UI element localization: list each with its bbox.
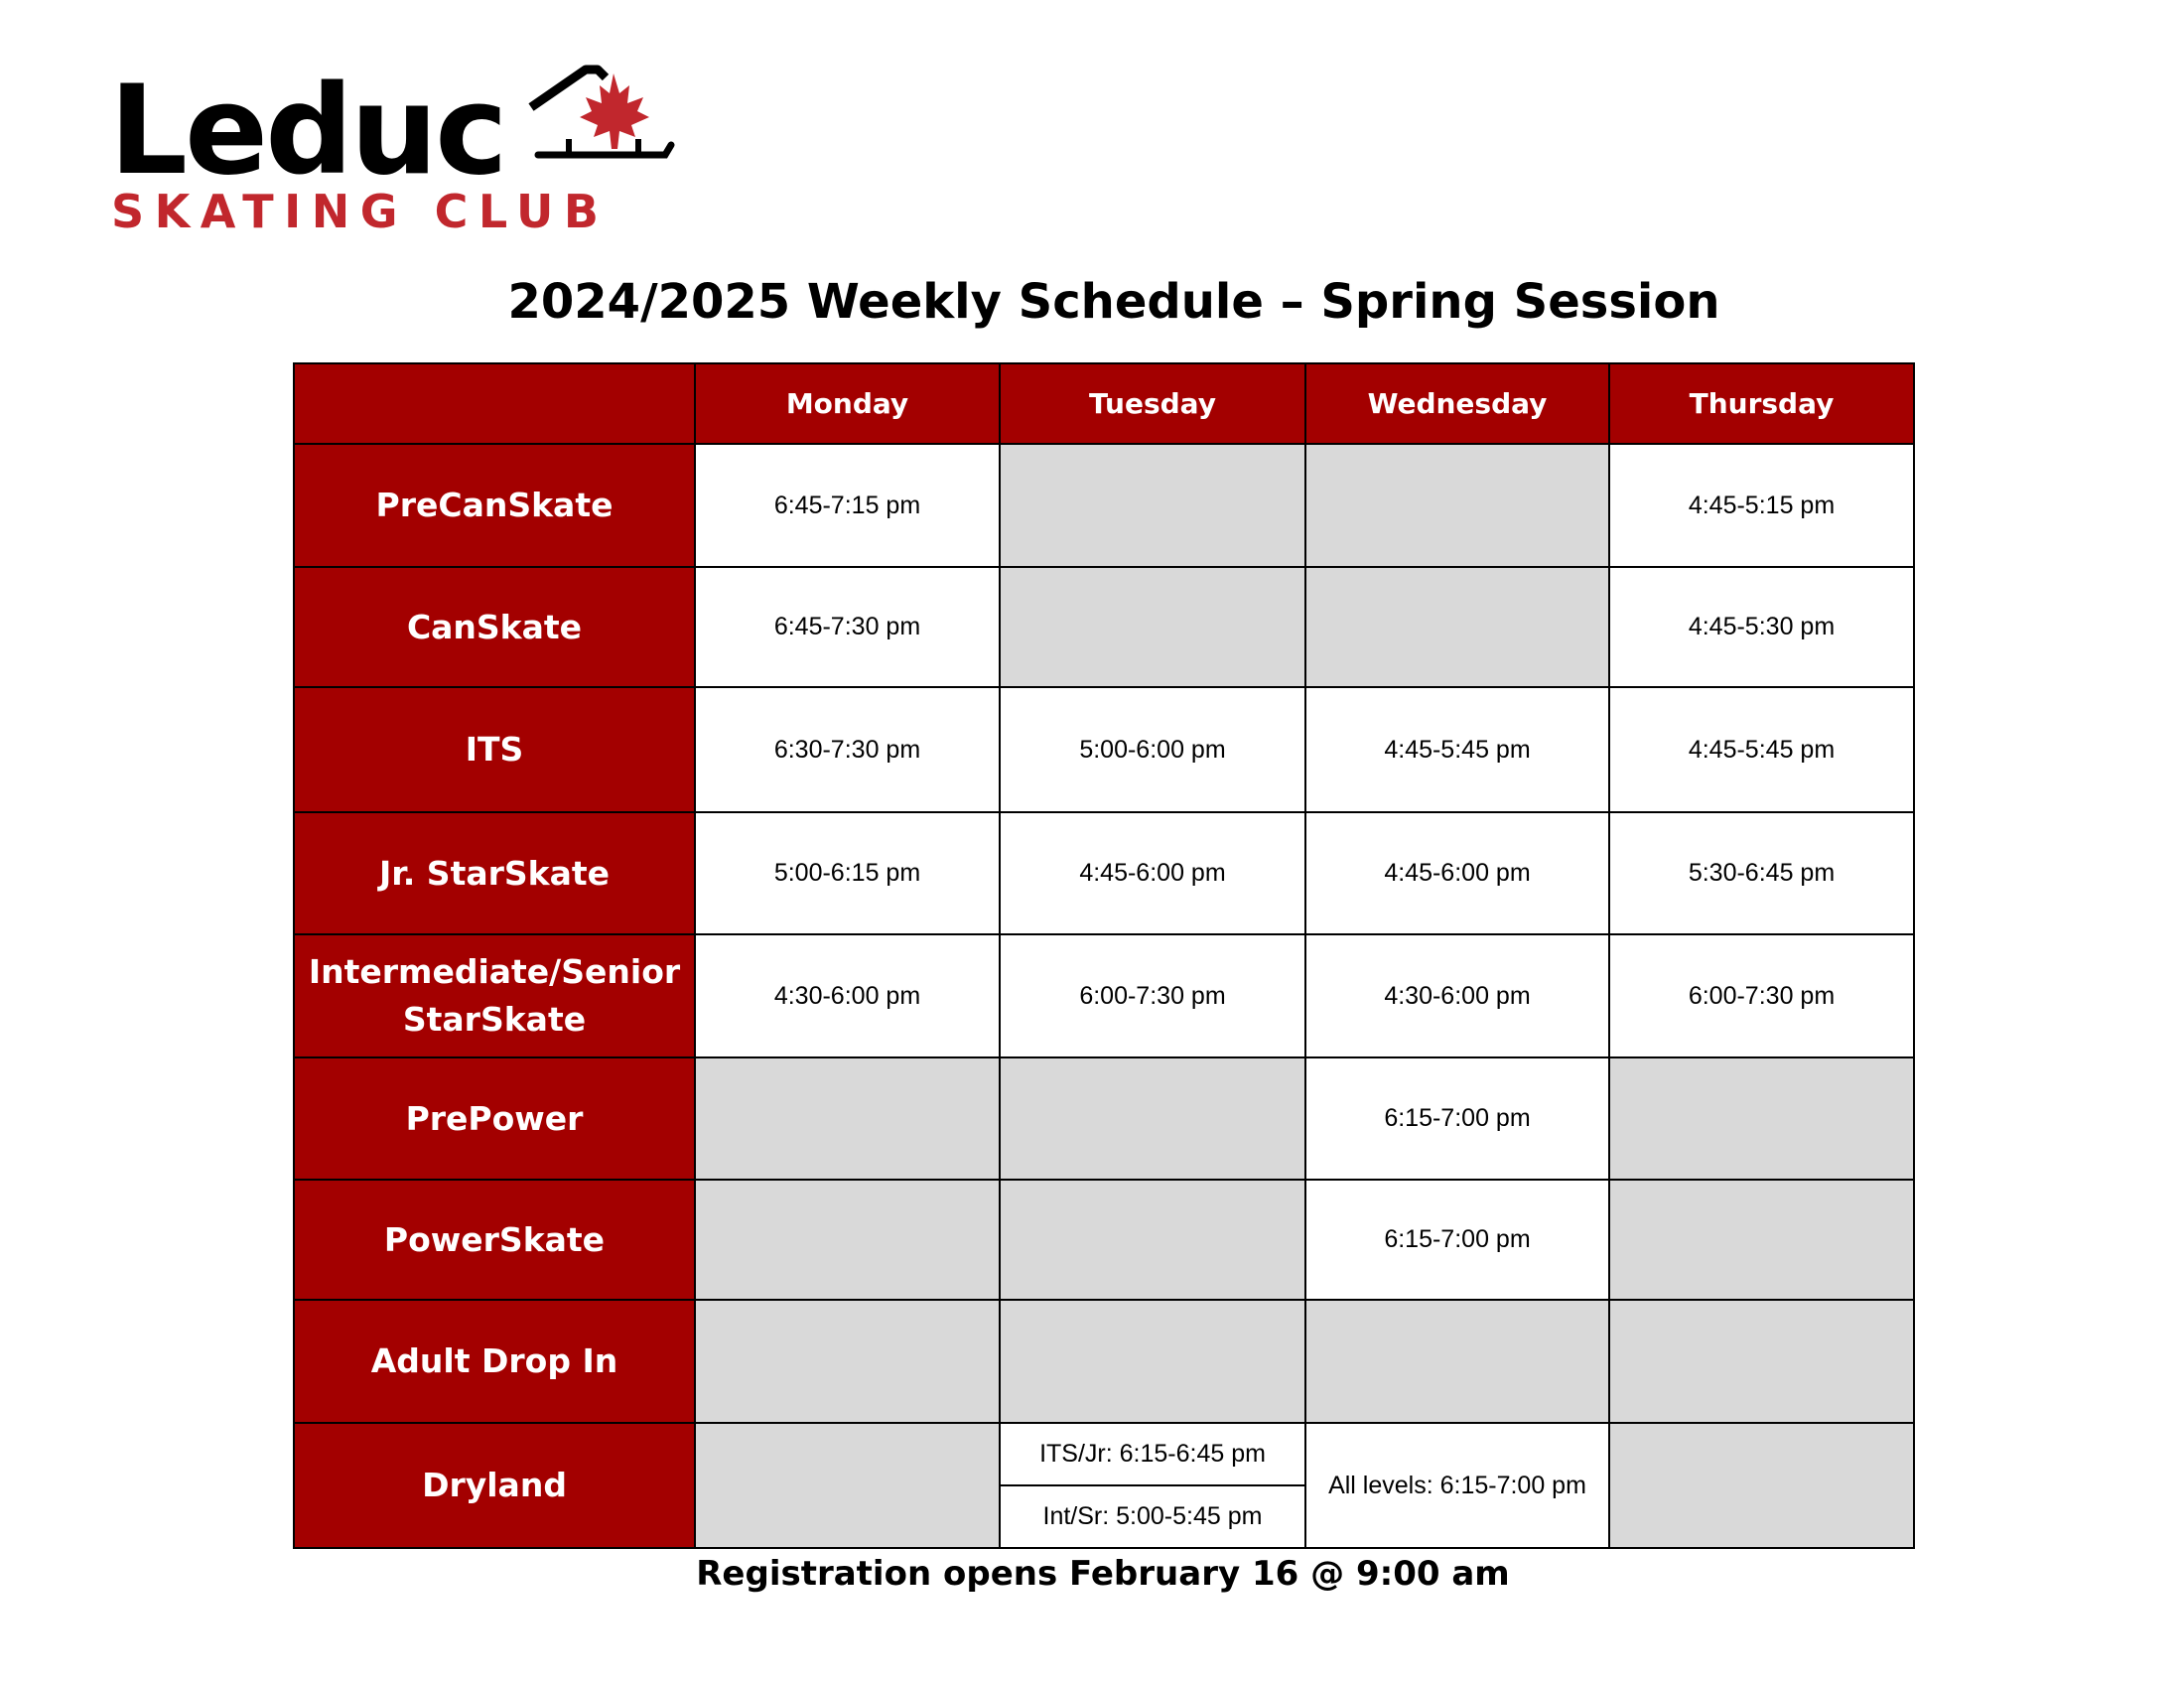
time-cell: 5:00-6:00 pm <box>1000 687 1305 812</box>
empty-cell <box>1609 1057 1914 1180</box>
program-label-line1: Intermediate/Senior <box>308 952 681 991</box>
empty-cell <box>1609 1423 1914 1548</box>
time-cell: 6:45-7:15 pm <box>695 444 1000 567</box>
time-cell: 6:15-7:00 pm <box>1305 1057 1609 1180</box>
time-cell-top: ITS/Jr: 6:15-6:45 pm <box>1001 1424 1304 1486</box>
table-row <box>294 1423 1914 1548</box>
table-row <box>294 934 1914 1057</box>
split-time-cell <box>1000 1423 1305 1548</box>
empty-cell <box>1000 1180 1305 1300</box>
corner-cell <box>294 363 695 444</box>
time-cell: 4:45-6:00 pm <box>1305 812 1609 934</box>
time-cell: 4:30-6:00 pm <box>1305 934 1609 1057</box>
logo-subtitle: SKATING CLUB <box>111 185 610 238</box>
program-label: PrePower <box>294 1057 695 1180</box>
program-label: Adult Drop In <box>294 1300 695 1423</box>
empty-cell <box>695 1057 1000 1180</box>
empty-cell <box>1305 444 1609 567</box>
empty-cell <box>1000 1057 1305 1180</box>
logo-wordmark: Leduc <box>109 60 505 203</box>
empty-cell <box>1000 1300 1305 1423</box>
empty-cell <box>1609 1300 1914 1423</box>
time-cell: 4:45-5:45 pm <box>1609 687 1914 812</box>
program-label: PreCanSkate <box>294 444 695 567</box>
table-row <box>294 1300 1914 1423</box>
time-cell: 5:30-6:45 pm <box>1609 812 1914 934</box>
empty-cell <box>1305 567 1609 687</box>
time-cell: 4:45-5:45 pm <box>1305 687 1609 812</box>
time-cell-bottom: Int/Sr: 5:00-5:45 pm <box>1042 1502 1263 1530</box>
time-cell: 4:45-5:15 pm <box>1609 444 1914 567</box>
time-cell: 6:00-7:30 pm <box>1609 934 1914 1057</box>
empty-cell <box>1609 1180 1914 1300</box>
time-cell: 4:30-6:00 pm <box>695 934 1000 1057</box>
day-header-wednesday: Wednesday <box>1305 363 1609 444</box>
table-row <box>294 1057 1914 1180</box>
time-cell: 4:45-6:00 pm <box>1000 812 1305 934</box>
maple-leaf-skate-icon <box>526 60 675 179</box>
page-title: 2024/2025 Weekly Schedule – Spring Session <box>507 274 1720 330</box>
time-cell: 4:45-5:30 pm <box>1609 567 1914 687</box>
program-label: CanSkate <box>294 567 695 687</box>
program-label <box>294 934 695 1057</box>
empty-cell <box>1000 567 1305 687</box>
table-row <box>294 812 1914 934</box>
time-cell: 6:00-7:30 pm <box>1000 934 1305 1057</box>
empty-cell <box>695 1300 1000 1423</box>
empty-cell <box>1000 444 1305 567</box>
time-cell: 5:00-6:15 pm <box>695 812 1000 934</box>
day-header-monday: Monday <box>695 363 1000 444</box>
time-cell: 6:45-7:30 pm <box>695 567 1000 687</box>
day-header-tuesday: Tuesday <box>1000 363 1305 444</box>
program-label: PowerSkate <box>294 1180 695 1300</box>
time-cell: All levels: 6:15-7:00 pm <box>1305 1423 1609 1548</box>
schedule-table <box>293 362 1915 1549</box>
table-row <box>294 444 1914 567</box>
program-label: ITS <box>294 687 695 812</box>
club-logo <box>109 60 665 238</box>
table-row <box>294 567 1914 687</box>
registration-note: Registration opens February 16 @ 9:00 am <box>696 1554 1510 1594</box>
empty-cell <box>1305 1300 1609 1423</box>
time-cell: 6:15-7:00 pm <box>1305 1180 1609 1300</box>
time-cell: 6:30-7:30 pm <box>695 687 1000 812</box>
program-label-line2: StarSkate <box>402 1000 587 1039</box>
program-label: Dryland <box>294 1423 695 1548</box>
day-header-thursday: Thursday <box>1609 363 1914 444</box>
empty-cell <box>695 1423 1000 1548</box>
table-row <box>294 687 1914 812</box>
program-label: Jr. StarSkate <box>294 812 695 934</box>
table-row <box>294 1180 1914 1300</box>
header-row <box>294 363 1914 444</box>
empty-cell <box>695 1180 1000 1300</box>
